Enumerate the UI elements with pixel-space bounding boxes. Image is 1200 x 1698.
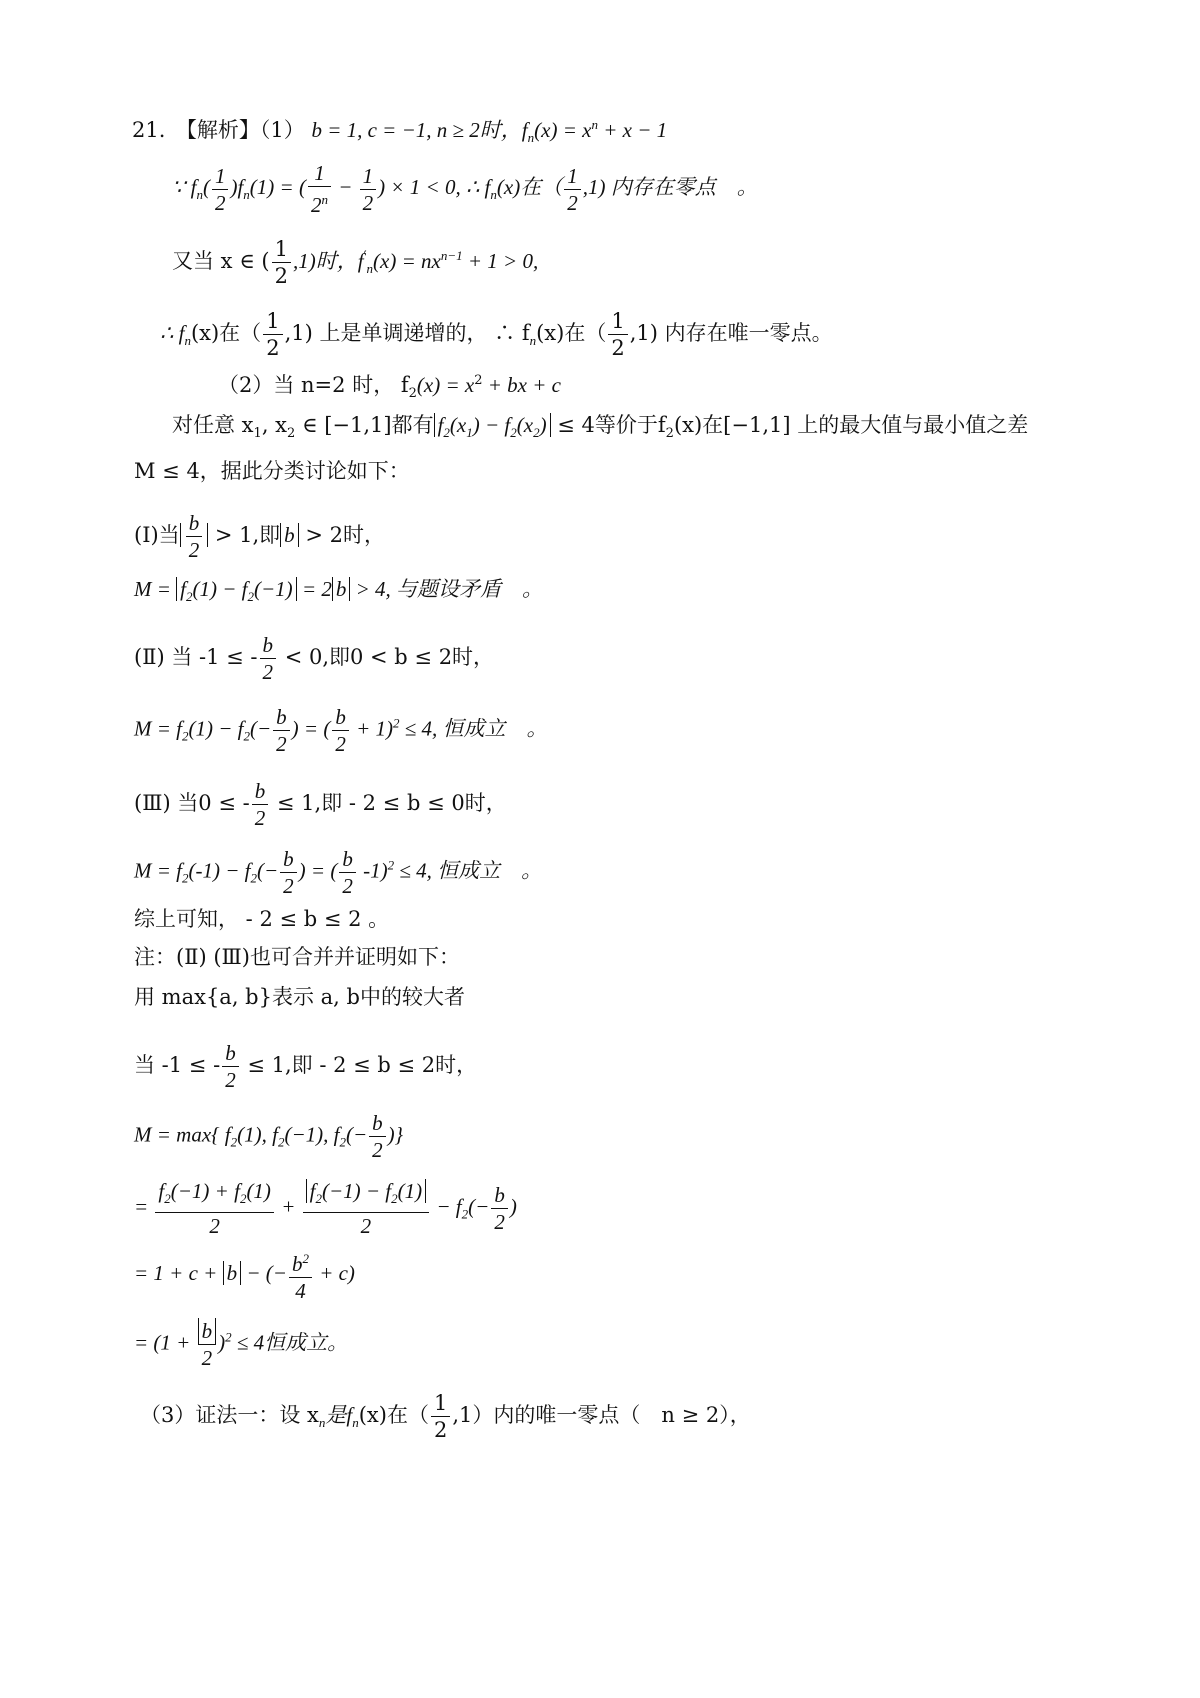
text: (Ⅰ)当: [134, 523, 180, 547]
text: 对任意 x: [172, 413, 254, 437]
text: (−: [250, 716, 272, 741]
text: M ≤ 4，据此分类讨论如下：: [134, 459, 410, 483]
line-17: [134, 1040, 477, 1093]
text: M = max{ f: [134, 1122, 231, 1147]
text: (x)在（: [358, 1403, 429, 1427]
text: ∵ f: [172, 174, 197, 199]
text: 2: [387, 857, 395, 873]
text: n: [529, 333, 537, 349]
text: 2: [510, 425, 517, 441]
text: (1) = (: [249, 174, 306, 199]
absolute-value: b: [280, 523, 299, 547]
text: (−: [257, 858, 279, 883]
text: < 0,即0 < b ≤ 2时，: [278, 645, 495, 669]
fraction: [273, 704, 290, 757]
text: 2: [230, 1134, 238, 1150]
text: ,1) 内存在零点 。: [582, 174, 758, 199]
text: (: [202, 174, 210, 199]
fraction: [303, 1178, 430, 1239]
absolute-value: [176, 577, 297, 605]
fraction: [198, 1318, 217, 1371]
text: ≤ 4等价于f: [550, 413, 666, 437]
text: )f: [230, 174, 244, 199]
text: + c): [313, 1260, 355, 1285]
fraction: [222, 1040, 239, 1093]
text: (−1): [254, 577, 293, 601]
text: ∈ [−1,1]都有: [295, 413, 434, 437]
text: 当 -1 ≤ -: [134, 1053, 221, 1077]
text: (−1) − f: [321, 1179, 392, 1203]
text: n: [591, 117, 598, 132]
text: b: [291, 1252, 303, 1276]
text: M = f: [134, 716, 182, 741]
text: (Ⅲ) 当0 ≤ -: [134, 791, 250, 815]
text: 4: [295, 1279, 306, 1303]
fraction: [608, 308, 627, 361]
text: b: [491, 1182, 508, 1209]
text: n: [366, 261, 374, 277]
text: 2: [225, 1068, 236, 1092]
text: − (−: [241, 1260, 287, 1285]
text: 2: [567, 190, 578, 215]
text: (x)在[−1,1] 上的最大值与最小值之差: [673, 413, 1029, 437]
text: (Ⅱ) 当 -1 ≤ -: [134, 645, 258, 669]
text: 2: [339, 1134, 346, 1150]
text: 1: [253, 426, 262, 442]
line-2: [172, 160, 758, 218]
text: 2: [372, 1138, 383, 1162]
text: f: [309, 1179, 316, 1203]
text: 2: [225, 1329, 232, 1345]
text: 2: [266, 336, 280, 360]
text: 2: [342, 874, 353, 898]
text: )}: [387, 1122, 404, 1147]
text: n: [196, 187, 203, 202]
text: 2: [254, 806, 266, 830]
text: n: [184, 333, 191, 349]
absolute-value: [306, 1179, 427, 1207]
fraction: [339, 846, 356, 899]
text: b: [369, 1110, 386, 1137]
fraction: [332, 704, 349, 757]
line-5: [218, 366, 561, 409]
fraction: [155, 1178, 274, 1239]
fraction: [431, 1390, 450, 1443]
text: 2: [243, 728, 250, 744]
text: 2: [315, 1191, 322, 1207]
text: ′: [363, 249, 367, 264]
text: 2: [250, 870, 257, 886]
text: -1): [357, 858, 388, 883]
text: + x − 1: [597, 118, 668, 142]
line-6: [172, 410, 1028, 449]
fraction: [491, 1182, 508, 1235]
text: 又当 x ∈ (: [172, 249, 270, 273]
text: 2: [209, 1214, 220, 1239]
text: [289, 1246, 312, 1278]
text: > 1,即: [208, 523, 281, 547]
line-4: [160, 308, 833, 361]
text: 2: [277, 1134, 285, 1150]
text: M = f: [134, 858, 182, 883]
line-21: [134, 1318, 348, 1371]
text: （3）证法一：设 x: [140, 1403, 319, 1427]
text: 2: [362, 190, 374, 215]
text: 2: [310, 193, 322, 217]
text: 2: [188, 538, 200, 562]
text: (x) = x: [534, 118, 592, 142]
text: (1) − f: [188, 716, 244, 741]
text: ,1) 上是单调递增的， ∴ f: [284, 321, 530, 345]
text: b = 1, c = −1, n ≥ 2时，f: [311, 118, 528, 142]
text: 2: [391, 1191, 398, 1207]
line-11: [134, 704, 548, 757]
text: , x: [261, 413, 288, 437]
fraction: [260, 632, 277, 685]
text: (−: [345, 1122, 368, 1147]
text: ≤ 1,即 - 2 ≤ b ≤ 2时，: [240, 1053, 478, 1077]
absolute-value: [434, 413, 551, 441]
text: b: [252, 778, 269, 805]
text: b: [332, 704, 349, 731]
text: + 1 > 0,: [462, 249, 539, 273]
text: 2: [611, 336, 625, 360]
text: ): [218, 1330, 226, 1355]
text: 1: [564, 163, 581, 190]
text: 2: [461, 1206, 469, 1222]
text: (x)在（: [496, 174, 563, 199]
text: 2: [247, 589, 255, 605]
text: > 4, 与题设矛盾 。: [350, 577, 544, 601]
absolute-value: [180, 511, 209, 562]
text: n: [352, 1415, 359, 1431]
text: f: [158, 1179, 165, 1203]
text: ,1) 内存在唯一零点。: [629, 321, 833, 345]
text: ≤ 4, 恒成立 。: [399, 716, 548, 741]
text: (x)在（: [536, 321, 607, 345]
absolute-value: b: [198, 1318, 217, 1345]
text: （2）当 n=2 时， f: [218, 373, 409, 397]
text: 1: [263, 308, 282, 335]
fraction: [308, 160, 331, 218]
line-7: [134, 456, 410, 486]
text: 1: [308, 160, 331, 187]
fraction: [289, 1246, 312, 1304]
text: 2: [283, 874, 294, 898]
text: = 1 + c +: [134, 1260, 223, 1285]
absolute-value: b: [332, 577, 351, 601]
line-1: [132, 110, 667, 153]
text: = (1 +: [134, 1330, 196, 1355]
text: 是f: [325, 1403, 353, 1427]
text: b: [280, 846, 297, 873]
text: ≤ 4, 恒成立 。: [394, 858, 543, 883]
text: ≤ 1,即 - 2 ≤ b ≤ 0时，: [270, 791, 507, 815]
text: 2: [393, 715, 400, 731]
text: 1: [272, 236, 291, 263]
text: 2: [408, 386, 417, 402]
text: (−: [468, 1194, 490, 1219]
text: n: [527, 130, 535, 146]
text: b: [339, 846, 356, 873]
text: 2: [164, 1191, 171, 1207]
text: 注：(Ⅱ) (Ⅲ)也可合并并证明如下：: [134, 945, 460, 969]
text: 1: [608, 308, 627, 335]
text: f: [180, 577, 187, 601]
text: 综上可知， - 2 ≤ b ≤ 2 。: [134, 907, 390, 931]
line-20: [134, 1246, 355, 1304]
text: 1: [466, 425, 473, 441]
text: 1: [212, 163, 229, 190]
line-15: [134, 942, 460, 972]
text: b: [186, 510, 203, 537]
text: + bx + c: [482, 373, 561, 397]
text: ,1)时，f: [292, 249, 364, 273]
text: −: [332, 174, 358, 199]
text: ∴ f: [160, 321, 185, 345]
text: 2: [182, 728, 189, 744]
text: n: [490, 187, 497, 202]
text: [303, 1178, 430, 1213]
text: ) = (: [298, 858, 338, 883]
fraction: [360, 163, 377, 216]
line-10: [134, 632, 494, 685]
line-9: [134, 574, 543, 612]
text: 2: [276, 732, 287, 756]
text: (x: [516, 413, 534, 437]
text: ,1）内的唯一零点（ n ≥ 2），: [452, 1403, 751, 1427]
text: (−1), f: [284, 1122, 340, 1147]
text: (x)在（: [190, 321, 262, 345]
text: (x) = x: [416, 373, 475, 397]
text: 2: [287, 426, 296, 442]
text: M =: [134, 577, 177, 601]
text: n: [243, 187, 250, 202]
line-18: [134, 1110, 403, 1163]
text: 21. 【解析】（1）: [132, 118, 312, 142]
text: ) − f: [472, 413, 511, 437]
text: 2: [433, 1418, 448, 1442]
text: 2: [214, 190, 226, 215]
line-8: [134, 510, 385, 563]
text: n: [321, 192, 328, 207]
line-22: [140, 1390, 751, 1443]
text: [308, 187, 331, 218]
text: 1: [431, 1390, 450, 1417]
fraction: [212, 163, 229, 216]
fraction: [369, 1110, 386, 1163]
line-16: [134, 982, 465, 1012]
text: 用 max{a, b}表示 a, b中的较大者: [134, 985, 465, 1009]
absolute-value: b: [223, 1261, 242, 1285]
text: +: [275, 1194, 301, 1219]
text: ) × 1 < 0, ∴ f: [378, 174, 491, 199]
line-19: [134, 1178, 517, 1239]
text: 2: [201, 1346, 213, 1370]
text: =: [134, 1194, 154, 1219]
text: 2: [239, 1191, 247, 1207]
text: f: [437, 413, 444, 437]
text: 1: [360, 163, 377, 190]
text: ≤ 4恒成立。: [231, 1330, 349, 1355]
fraction: [263, 308, 282, 361]
text: (1): [246, 1179, 271, 1203]
text: 2: [182, 870, 189, 886]
text: + 1): [350, 716, 394, 741]
text: 2: [335, 732, 346, 756]
text: = 2: [296, 577, 332, 601]
text: ) = (: [291, 716, 331, 741]
line-14: [134, 904, 389, 934]
text: b: [273, 704, 290, 731]
text: (1): [397, 1179, 423, 1203]
text: 2: [443, 425, 450, 441]
text: ): [539, 413, 547, 437]
text: (1) − f: [192, 577, 248, 601]
text: 2: [494, 1210, 505, 1235]
text: n−1: [440, 248, 463, 263]
text: [155, 1178, 274, 1213]
text: b: [222, 1040, 239, 1067]
fraction: [252, 778, 269, 831]
line-3: [172, 236, 538, 289]
text: (-1) − f: [188, 858, 251, 883]
text: 2: [533, 425, 540, 441]
fraction: [272, 236, 291, 289]
line-13: [134, 846, 542, 899]
text: b: [260, 632, 277, 659]
text: (x: [449, 413, 467, 437]
fraction: [564, 163, 581, 216]
text: ): [509, 1194, 517, 1219]
text: 2: [186, 589, 193, 605]
text: n: [318, 1415, 326, 1431]
line-12: [134, 778, 507, 831]
text: 2: [262, 660, 274, 684]
fraction: [280, 846, 297, 899]
text: 2: [665, 426, 674, 442]
text: (−1) + f: [170, 1179, 240, 1203]
text: − f: [431, 1194, 462, 1219]
text: 2: [274, 264, 288, 288]
fraction: [186, 510, 203, 563]
text: (1), f: [237, 1122, 278, 1147]
text: 2: [474, 373, 483, 388]
text: > 2时，: [298, 523, 385, 547]
text: (x) = nx: [373, 249, 441, 273]
text: 2: [360, 1214, 372, 1239]
text: 2: [302, 1251, 309, 1266]
